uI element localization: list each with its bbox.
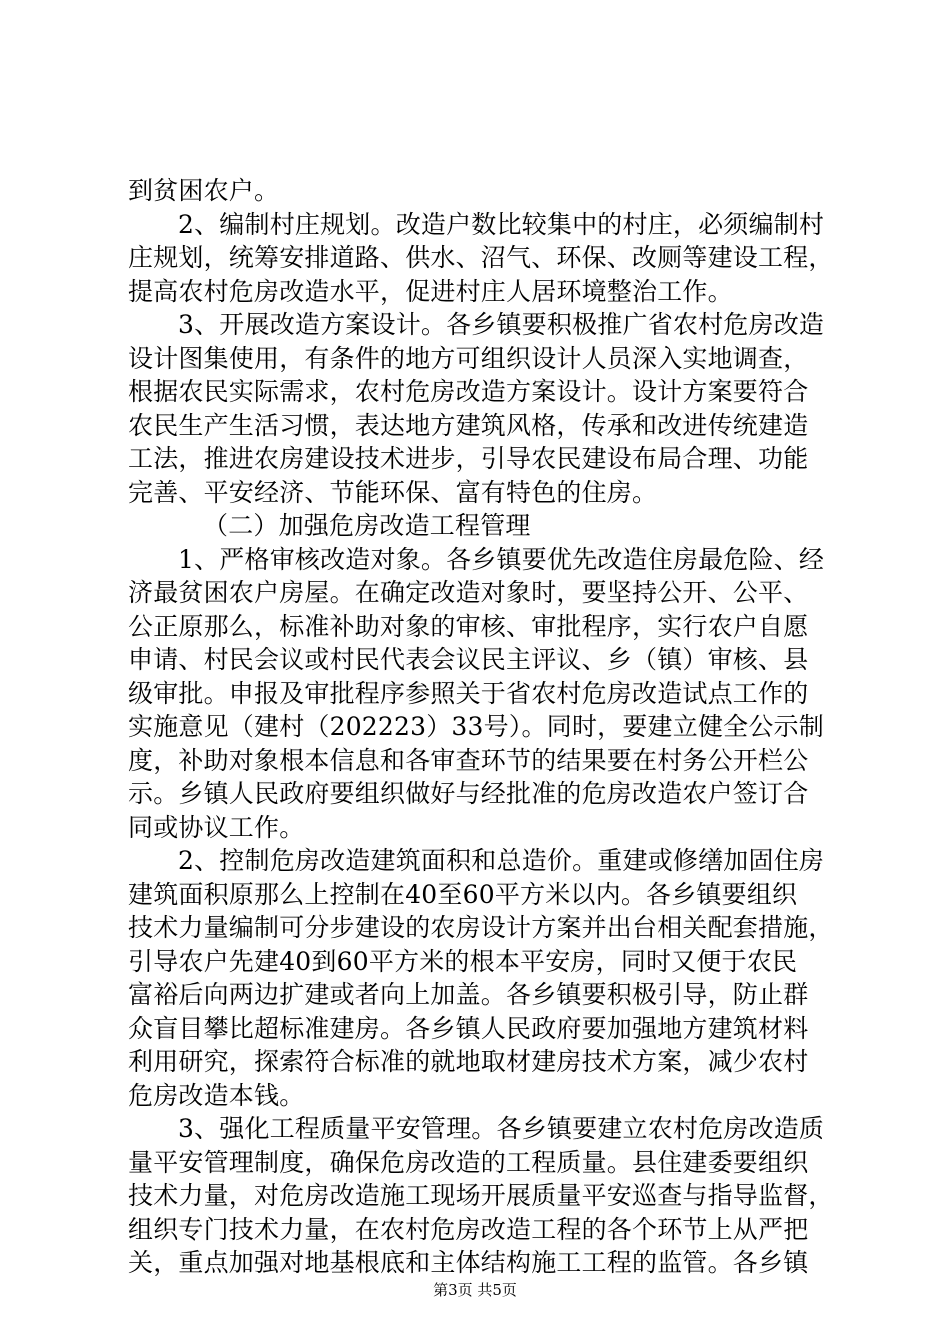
text-line: 设计图集使用，有条件的地方可组织设计人员深入实地调查， xyxy=(128,343,809,373)
text-line: 示。乡镇人民政府要组织做好与经批准的危房改造农户签订合 xyxy=(128,779,809,808)
text-line: 量平安管理制度，确保危房改造的工程质量。县住建委要组织 xyxy=(128,1147,809,1177)
text-line: 2、编制村庄规划。改造户数比较集中的村庄，必须编制村 xyxy=(178,209,825,239)
text-line: 富裕后向两边扩建或者向上加盖。各乡镇要积极引导，防止群 xyxy=(128,980,809,1009)
text-line: 关，重点加强对地基根底和主体结构施工工程的监管。各乡镇 xyxy=(128,1248,809,1277)
text-line: 公正原那么，标准补助对象的审核、审批程序，实行农户自愿 xyxy=(128,611,809,641)
text-line: 同或协议工作。 xyxy=(128,812,305,842)
text-line: 度，补助对象根本信息和各审查环节的结果要在村务公开栏公 xyxy=(128,745,809,775)
body-text xyxy=(128,174,833,1280)
text-line: 1、严格审核改造对象。各乡镇要优先改造住房最危险、经 xyxy=(178,544,825,574)
text-line: 庄规划，统筹安排道路、供水、沼气、环保、改厕等建设工程， xyxy=(128,243,834,272)
text-line: 工法，推进农房建设技术进步，引导农民建设布局合理、功能 xyxy=(128,444,809,473)
text-line: 众盲目攀比超标准建房。各乡镇人民政府要加强地方建筑材料 xyxy=(128,1013,809,1043)
text-line: 农民生产生活习惯，表达地方建筑风格，传承和改进传统建造 xyxy=(128,410,809,440)
page-number-label: 第3页 共5页 xyxy=(433,1281,517,1299)
text-line: 3、开展改造方案设计。各乡镇要积极推广省农村危房改造 xyxy=(178,310,825,339)
text-line: 危房改造本钱。 xyxy=(128,1080,305,1110)
text-line: 根据农民实际需求，农村危房改造方案设计。设计方案要符合 xyxy=(128,377,809,406)
text-line: 完善、平安经济、节能环保、富有特色的住房。 xyxy=(128,477,658,507)
text-line: 建筑面积原那么上控制在40至60平方米以内。各乡镇要组织 xyxy=(128,879,798,909)
text-line: 技术力量编制可分步建设的农房设计方案并出台相关配套措施， xyxy=(128,913,834,942)
text-line: 组织专门技术力量，在农村危房改造工程的各个环节上从严把 xyxy=(128,1214,809,1244)
text-line: 利用研究，探索符合标准的就地取材建房技术方案，减少农村 xyxy=(128,1047,809,1076)
text-line: 济最贫困农户房屋。在确定改造对象时，要坚持公开、公平、 xyxy=(128,578,809,607)
text-line: 引导农户先建40到60平方米的根本平安房，同时又便于农民 xyxy=(128,946,798,976)
text-line: 申请、村民会议或村民代表会议民主评议、乡（镇）审核、县 xyxy=(128,645,809,674)
text-line: 级审批。申报及审批程序参照关于省农村危房改造试点工作的 xyxy=(128,678,809,708)
text-line: 2、控制危房改造建筑面积和总造价。重建或修缮加固住房 xyxy=(178,846,825,875)
text-line: （二）加强危房改造工程管理 xyxy=(203,511,531,540)
text-line: 技术力量，对危房改造施工现场开展质量平安巡查与指导监督， xyxy=(128,1181,834,1210)
text-line: 提高农村危房改造水平，促进村庄人居环境整治工作。 xyxy=(128,276,733,306)
page-footer xyxy=(0,1279,950,1300)
text-line: 到贫困农户。 xyxy=(128,176,280,205)
text-line: 实施意见（建村（202223）33号）。同时，要建立健全公示制 xyxy=(128,712,824,741)
text-line: 3、强化工程质量平安管理。各乡镇要建立农村危房改造质 xyxy=(178,1114,825,1143)
